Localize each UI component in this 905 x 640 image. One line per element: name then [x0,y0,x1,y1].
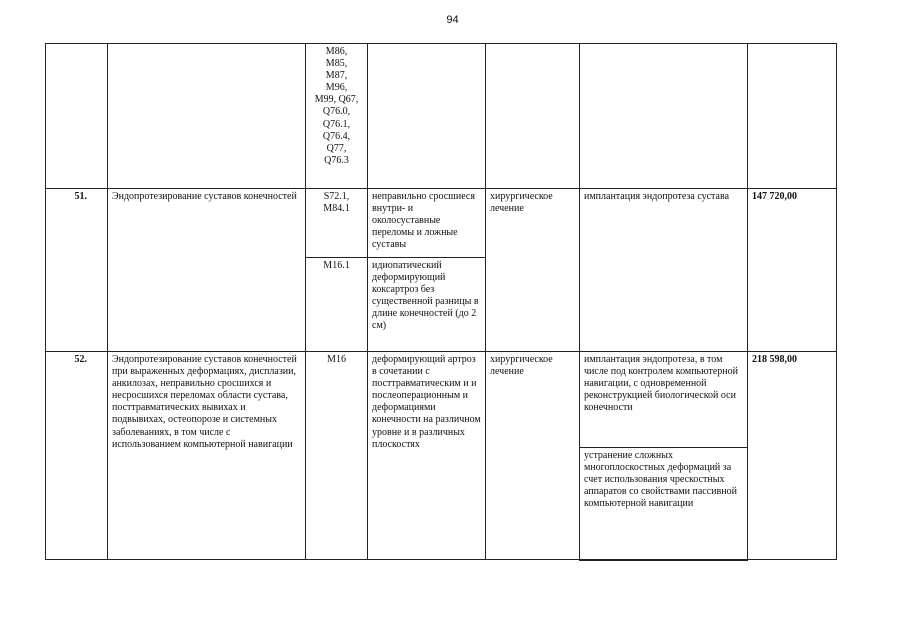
cell-method [580,44,748,189]
cell-codes [306,44,368,189]
icd-code: Q77, [326,142,347,154]
page-number: 94 [446,14,459,26]
row-method: имплантация эндопротеза, в том числе под контролем компьютерной навигации, с одновременной реконструкцией биологической оси конечности [580,352,748,448]
icd-code: M16.1 [323,260,350,271]
icd-code: Q76.0, [322,106,351,118]
row-model: неправильно сросшиеся внутри- и околосуставные переломы и ложные суставы [368,189,486,258]
cell-number [46,44,108,189]
table-row-continuation [46,44,837,189]
cell-model [368,44,486,189]
table-row [46,352,837,448]
row-model: идиопатический деформирующий коксартроз без существенной разницы в длине конечностей (до 2 см) [368,258,486,352]
icd-code: Q76.1, [322,118,351,130]
icd-code: M96, [325,82,348,94]
icd-code: M16 [327,354,346,365]
icd-code: Q76.3 [324,154,349,166]
icd-code: M87, [325,70,348,82]
cell-codes [306,189,368,258]
cell-name [108,44,306,189]
icd-code: Q76.4, [322,130,351,142]
row-method: устранение сложных многоплоскостных деформаций за счет использования чрескостных аппаратов со свойствами пассивной компьютерной навигации [580,448,748,560]
icd-code: M85, [325,58,348,70]
row-treatment: хирургическое лечение [486,352,580,560]
row-number: 52. [46,352,108,560]
row-name: Эндопротезирование суставов конечностей при выраженных деформациях, дисплазии, анкилозах, неправильно сросшихся и несросшихся переломах области сустава, посттравматических вывихах и подвывихах, остеопорозе и системных заболеваниях, в том числе с использованием компьютерной навигации [108,352,306,560]
row-model: деформирующий артроз в сочетании с посттравматическим и и послеоперационным и деформациями конечности на различном уровне и в различных плоскостях [368,352,486,560]
row-price: 218 598,00 [748,352,837,560]
icd-code: S72.1, [323,191,350,202]
row-name: Эндопротезирование суставов конечностей [108,189,306,352]
row-price: 147 720,00 [748,189,837,352]
table-row [46,189,837,258]
icd-code: M84.1 [323,203,350,215]
cell-price [748,44,837,189]
cell-treatment [486,44,580,189]
row-number: 51. [46,189,108,352]
row-treatment: хирургическое лечение [486,189,580,352]
cell-codes [306,258,368,352]
icd-code: M86, [325,46,348,57]
icd-code: M99, Q67, [314,94,359,106]
cell-codes [306,352,368,560]
row-method: имплантация эндопротеза сустава [580,189,748,352]
medical-care-table [45,43,837,561]
